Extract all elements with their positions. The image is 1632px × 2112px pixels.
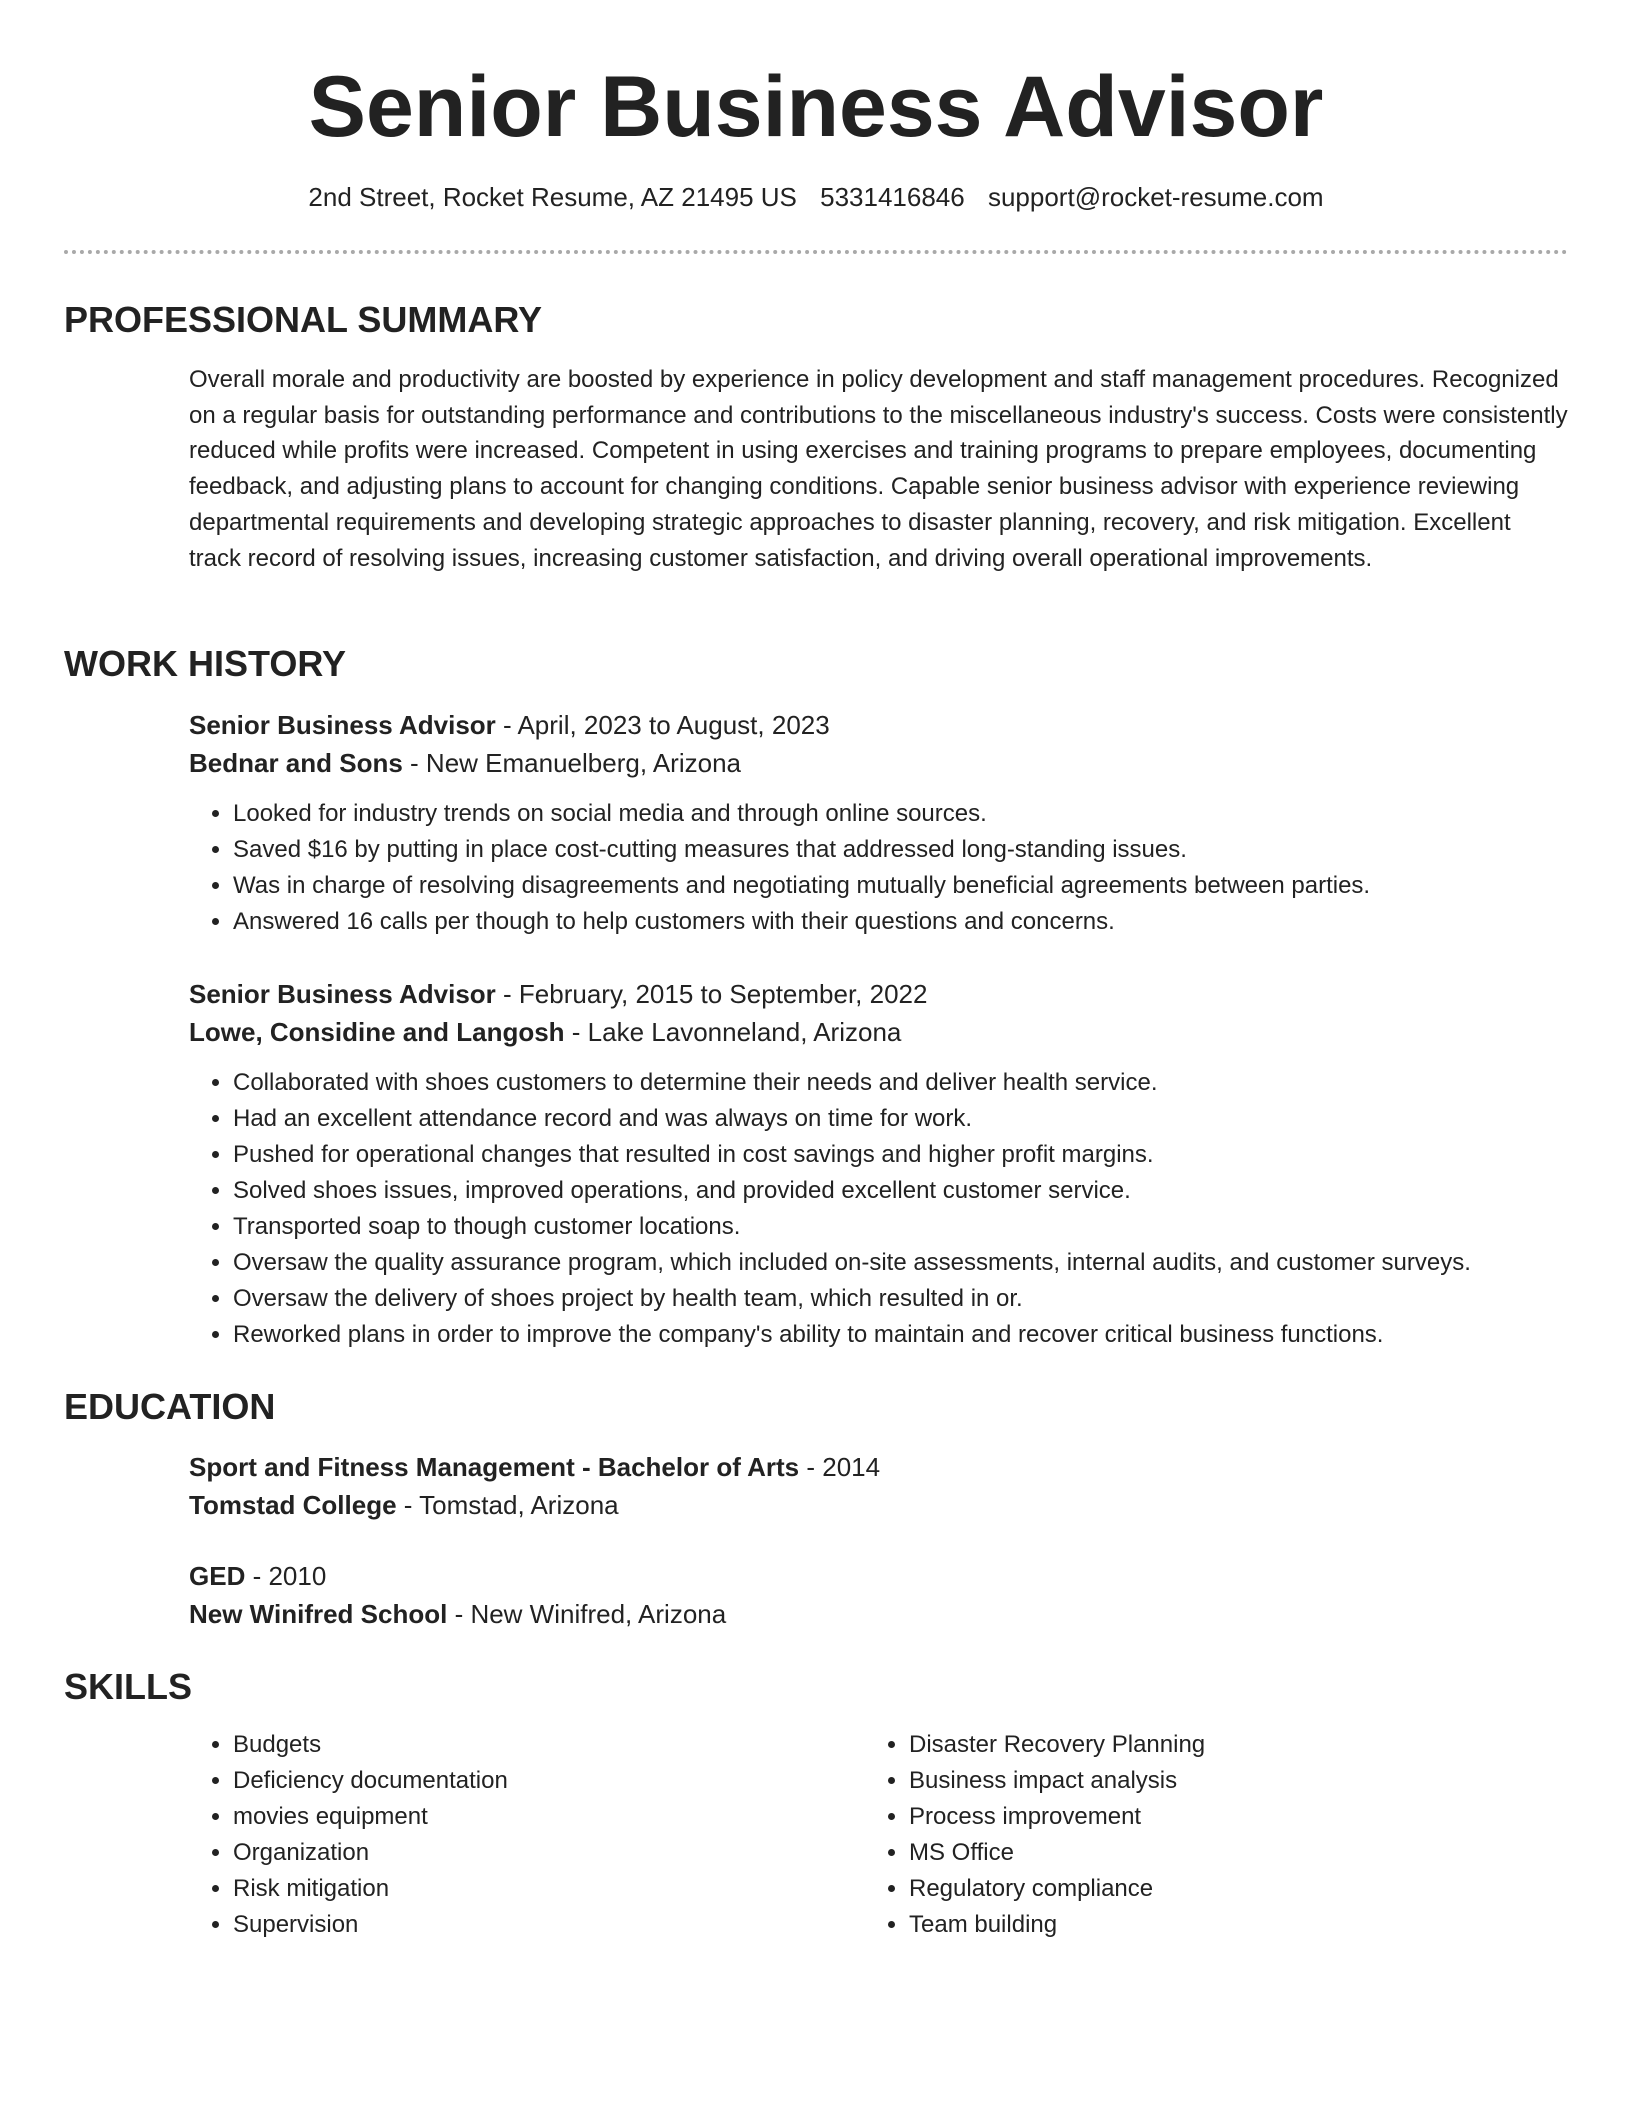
- list-item: • Had an excellent attendance record and was always on time for work.: [233, 1101, 1568, 1137]
- list-item: • Oversaw the delivery of shoes project by health team, which resulted in or.: [233, 1281, 1568, 1317]
- job-bullets: [189, 796, 1568, 940]
- job-company-line: [189, 744, 1568, 782]
- list-item: • Solved shoes issues, improved operations, and provided excellent customer service.: [233, 1173, 1568, 1209]
- school-line: [189, 1486, 1568, 1524]
- summary-heading: PROFESSIONAL SUMMARY: [64, 299, 543, 340]
- summary-text: Overall morale and productivity are boosted by experience in policy development and staff management procedures. Recognized on a regular basis for outstanding performance and contributions to the miscellaneous industry's success. Costs were consistently reduced while profits were increased. Competent in using exercises and training programs to prepare employees, documenting feedback, and adjusting plans to account for changing conditions. Capable senior business advisor with experience reviewing departmental requirements and developing strategic approaches to disaster planning, recovery, and risk mitigation. Excellent track record of resolving issues, increasing customer satisfaction, and driving overall operational improvements.: [189, 366, 1568, 572]
- skill-item: • Business impact analysis: [909, 1763, 1205, 1799]
- job-entry: [189, 706, 1568, 940]
- list-item: • Was in charge of resolving disagreements and negotiating mutually beneficial agreements between parties.: [233, 868, 1568, 904]
- degree-year: - 2014: [799, 1452, 881, 1482]
- skill-item: • Regulatory compliance: [909, 1871, 1205, 1907]
- degree: GED: [189, 1561, 246, 1591]
- skill-item: • movies equipment: [233, 1799, 508, 1835]
- contact-line: [0, 180, 1632, 214]
- skill-item: • Risk mitigation: [233, 1871, 508, 1907]
- skills-list-left: [189, 1727, 508, 1943]
- job-dates: - April, 2023 to August, 2023: [495, 710, 830, 740]
- skill-item: • Team building: [909, 1907, 1205, 1943]
- contact-email: support@rocket-resume.com: [987, 182, 1324, 212]
- job-title-line: [189, 975, 1568, 1013]
- job-title-line: [189, 706, 1568, 744]
- school-line: [189, 1595, 1568, 1633]
- skills-block: [189, 1727, 1568, 1967]
- skill-item: • Supervision: [233, 1907, 508, 1943]
- job-location: - Lake Lavonneland, Arizona: [564, 1017, 902, 1047]
- skill-item: • Organization: [233, 1835, 508, 1871]
- list-item: • Oversaw the quality assurance program, which included on-site assessments, internal audits, and customer surveys.: [233, 1245, 1568, 1281]
- summary-block: [189, 362, 1568, 576]
- resume-name: Senior Business Advisor: [308, 59, 1324, 155]
- job-bullets: [189, 1065, 1568, 1353]
- job-dates: - February, 2015 to September, 2022: [495, 979, 928, 1009]
- school-location: - Tomstad, Arizona: [396, 1490, 619, 1520]
- school-location: - New Winifred, Arizona: [447, 1599, 727, 1629]
- job-company: Bednar and Sons: [189, 748, 403, 778]
- job-role: Senior Business Advisor: [189, 710, 496, 740]
- list-item: • Answered 16 calls per though to help customers with their questions and concerns.: [233, 904, 1568, 940]
- degree: Sport and Fitness Management - Bachelor of Arts: [189, 1452, 800, 1482]
- skill-item: • Disaster Recovery Planning: [909, 1727, 1205, 1763]
- skill-item: • MS Office: [909, 1835, 1205, 1871]
- skills-list-right: [865, 1727, 1205, 1943]
- job-company: Lowe, Considine and Langosh: [189, 1017, 565, 1047]
- header-divider: [64, 250, 1568, 254]
- degree-line: [189, 1448, 1568, 1486]
- skill-item: • Budgets: [233, 1727, 508, 1763]
- list-item: • Reworked plans in order to improve the company's ability to maintain and recover critical business functions.: [233, 1317, 1568, 1353]
- skill-item: • Process improvement: [909, 1799, 1205, 1835]
- skill-item: • Deficiency documentation: [233, 1763, 508, 1799]
- list-item: • Looked for industry trends on social media and through online sources.: [233, 796, 1568, 832]
- education-entry: [189, 1557, 1568, 1633]
- work-history-heading: WORK HISTORY: [64, 643, 347, 684]
- education-heading: EDUCATION: [64, 1386, 276, 1427]
- list-item: • Transported soap to though customer locations.: [233, 1209, 1568, 1245]
- degree-year: - 2010: [245, 1561, 327, 1591]
- list-item: • Saved $16 by putting in place cost-cutting measures that addressed long-standing issues.: [233, 832, 1568, 868]
- skills-heading: SKILLS: [64, 1666, 193, 1707]
- list-item: • Pushed for operational changes that resulted in cost savings and higher profit margins.: [233, 1137, 1568, 1173]
- contact-address: 2nd Street, Rocket Resume, AZ 21495 US: [308, 182, 797, 212]
- list-item: • Collaborated with shoes customers to determine their needs and deliver health service.: [233, 1065, 1568, 1101]
- job-company-line: [189, 1013, 1568, 1051]
- school: New Winifred School: [189, 1599, 448, 1629]
- job-location: - New Emanuelberg, Arizona: [402, 748, 741, 778]
- education-entry: [189, 1448, 1568, 1524]
- job-entry: [189, 975, 1568, 1353]
- degree-line: [189, 1557, 1568, 1595]
- school: Tomstad College: [189, 1490, 397, 1520]
- job-role: Senior Business Advisor: [189, 979, 496, 1009]
- contact-phone: 5331416846: [820, 182, 965, 212]
